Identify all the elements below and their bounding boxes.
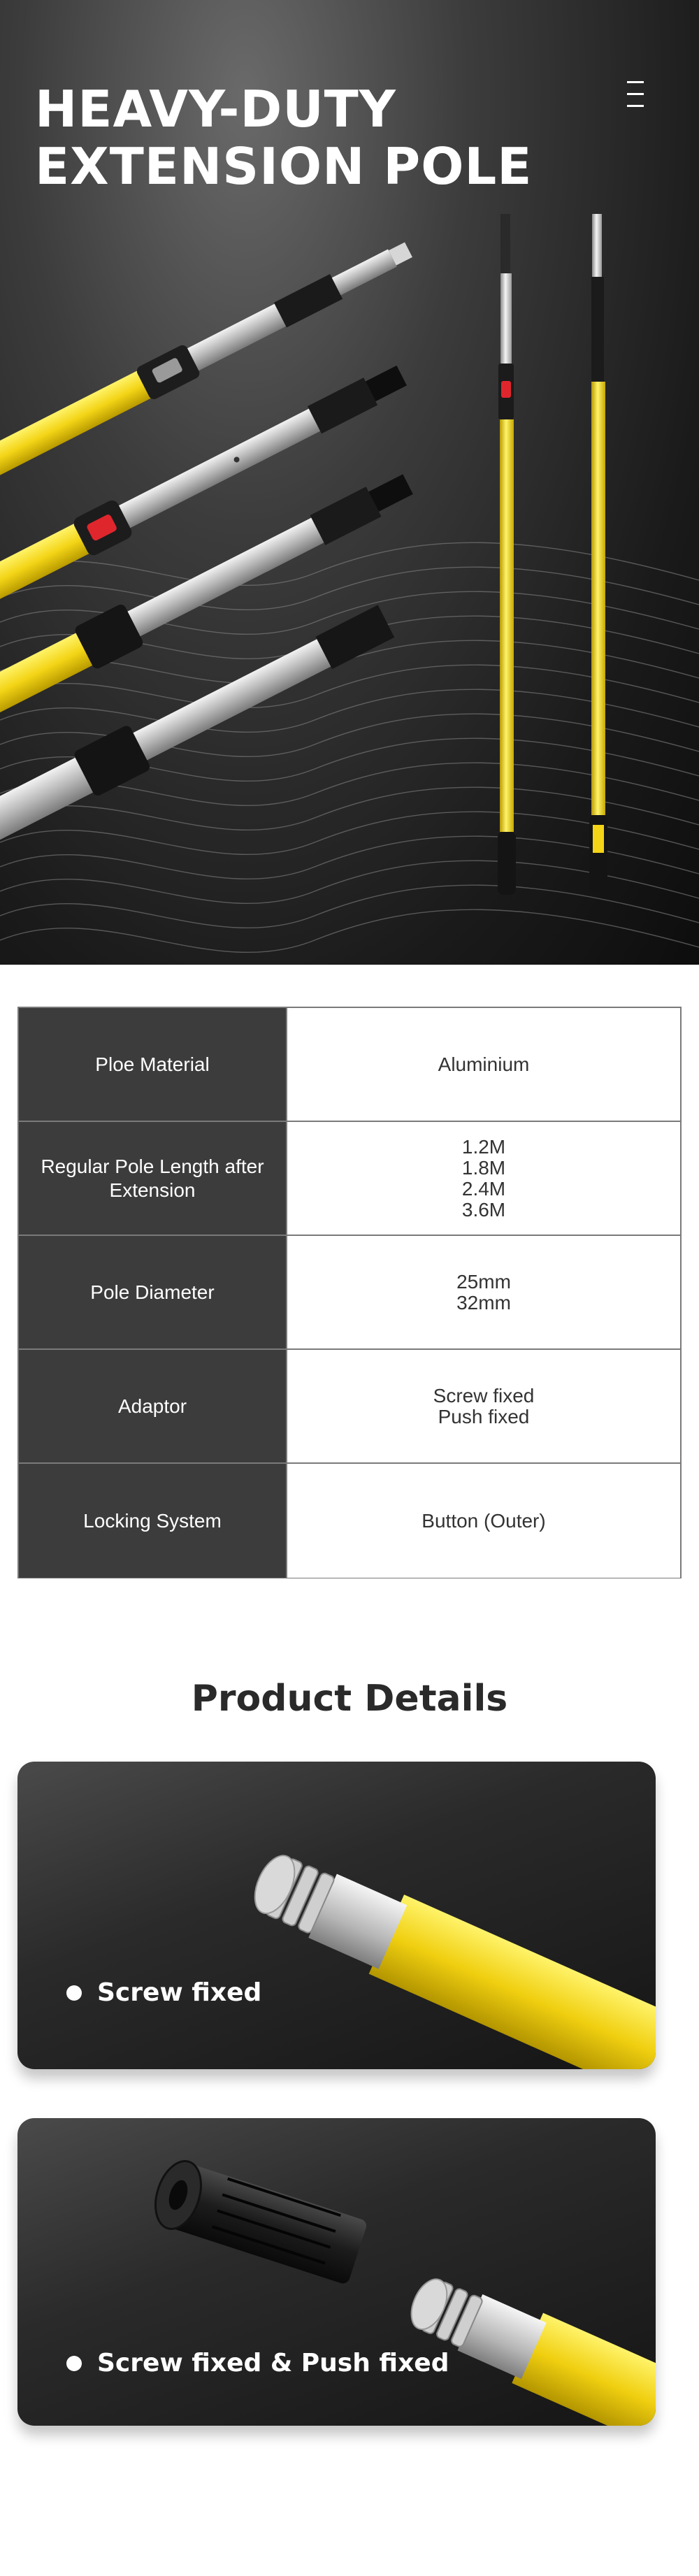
bullet-icon bbox=[66, 1985, 82, 2001]
detail-card-text: Screw fixed & Push fixed bbox=[97, 2349, 449, 2377]
spec-row-length bbox=[19, 1122, 680, 1236]
spec-value-line: 1.2M bbox=[461, 1135, 506, 1158]
spec-value-line: 32mm bbox=[456, 1291, 511, 1314]
spec-value bbox=[287, 1008, 680, 1121]
spec-value bbox=[287, 1122, 680, 1235]
page-title bbox=[35, 80, 532, 195]
spec-label: Pole Diameter bbox=[19, 1236, 287, 1348]
spec-row-diameter bbox=[19, 1236, 680, 1350]
hero-banner bbox=[0, 0, 699, 965]
detail-card-label bbox=[66, 1978, 261, 2007]
spec-value bbox=[287, 1236, 680, 1348]
detail-card-text: Screw fixed bbox=[97, 1978, 262, 2007]
adaptor-illustration bbox=[17, 2118, 656, 2426]
detail-card-screw-push bbox=[17, 2118, 656, 2426]
menu-icon[interactable] bbox=[624, 77, 648, 112]
spec-label: Locking System bbox=[19, 1464, 287, 1578]
spec-value bbox=[287, 1464, 680, 1578]
spec-value-line: 3.6M bbox=[461, 1198, 506, 1221]
screw-tip-illustration bbox=[17, 1762, 656, 2069]
spec-row-locking bbox=[19, 1464, 680, 1578]
spec-label: Regular Pole Length after Extension bbox=[19, 1122, 287, 1235]
spec-label: Ploe Material bbox=[19, 1008, 287, 1121]
title-line-1: HEAVY-DUTY bbox=[35, 80, 396, 138]
spec-row-adaptor bbox=[19, 1350, 680, 1464]
bullet-icon bbox=[66, 2356, 82, 2371]
detail-card-label bbox=[66, 2349, 449, 2377]
section-title: Product Details bbox=[191, 1678, 508, 1720]
spec-value-line: Aluminium bbox=[438, 1053, 530, 1075]
spec-label: Adaptor bbox=[19, 1350, 287, 1462]
spec-value-line: Screw fixed bbox=[433, 1384, 535, 1406]
spec-value-line: Push fixed bbox=[438, 1405, 530, 1427]
spec-value-line: 25mm bbox=[456, 1270, 511, 1293]
spec-value-line: 2.4M bbox=[461, 1177, 506, 1200]
spec-row-material bbox=[19, 1008, 680, 1122]
spec-value-line: 1.8M bbox=[461, 1156, 506, 1179]
spec-value bbox=[287, 1350, 680, 1462]
title-line-2: EXTENSION POLE bbox=[35, 137, 533, 196]
spec-table bbox=[17, 1007, 682, 1578]
detail-card-screw bbox=[17, 1762, 656, 2069]
spec-value-line: Button (Outer) bbox=[421, 1509, 546, 1532]
